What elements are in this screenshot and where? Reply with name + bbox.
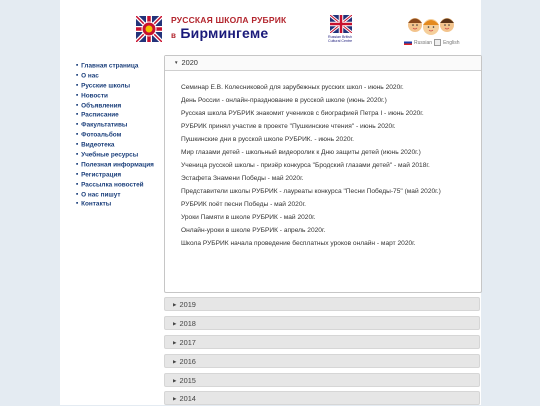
year-label: 2019 bbox=[179, 300, 196, 309]
triangle-right-icon: ▶ bbox=[173, 378, 177, 384]
news-link[interactable]: Ученица русской школы - призёр конкурса "Бродский глазами детей" - май 2018г. bbox=[181, 162, 430, 169]
year-label: 2016 bbox=[179, 357, 196, 366]
accordion-year-2014[interactable] bbox=[164, 391, 480, 405]
news-link[interactable]: День России - онлайн-празднование в русской школе (июнь 2020г.) bbox=[181, 97, 387, 104]
nav-item-home[interactable]: ■ Главная страница bbox=[76, 61, 164, 71]
nav-item-electives[interactable]: ■ Факультативы bbox=[76, 120, 164, 130]
triangle-right-icon: ▶ bbox=[173, 359, 177, 365]
news-link[interactable]: Русская школа РУБРИК знакомит учеников с биографией Петра I - июнь 2020г. bbox=[181, 110, 424, 117]
nav-item-registration[interactable]: ■ Регистрация bbox=[76, 170, 164, 180]
news-link[interactable]: Пушкинские дни в русской школе РУБРИК. - июнь 2020г. bbox=[181, 136, 354, 143]
nav-item-news[interactable]: ■ Новости bbox=[76, 91, 164, 101]
year-label: 2018 bbox=[179, 319, 196, 328]
russian-flag-icon[interactable] bbox=[404, 40, 412, 45]
school-title[interactable]: РУССКАЯ ШКОЛА РУБРИК bbox=[171, 15, 287, 25]
accordion-year-2020 bbox=[164, 55, 482, 293]
nav-item-newsletter[interactable]: ■ Рассылка новостей bbox=[76, 180, 164, 190]
news-link[interactable]: Эстафета Знамени Победы - май 2020г. bbox=[181, 175, 304, 182]
english-flag-icon[interactable] bbox=[434, 39, 441, 46]
accordion-year-2019[interactable] bbox=[164, 297, 480, 311]
city-name: Бирмингеме bbox=[180, 25, 269, 41]
year-label: 2020 bbox=[181, 58, 198, 67]
accordion-header-2020[interactable] bbox=[165, 56, 481, 71]
nav-item-resources[interactable]: ■ Учебные ресурсы bbox=[76, 150, 164, 160]
nav-item-announcements[interactable]: ■ Объявления bbox=[76, 101, 164, 111]
year-label: 2015 bbox=[179, 376, 196, 385]
nav-item-contacts[interactable]: ■ Контакты bbox=[76, 199, 164, 209]
page-container bbox=[60, 0, 481, 405]
news-list bbox=[165, 71, 481, 248]
triangle-right-icon: ▶ bbox=[173, 340, 177, 346]
school-logo-icon[interactable] bbox=[136, 16, 162, 42]
accordion-year-2016[interactable] bbox=[164, 354, 480, 368]
accordion-year-2017[interactable] bbox=[164, 335, 480, 349]
rbcc-caption: Russian British Cultural Centre bbox=[328, 35, 353, 44]
triangle-right-icon: ▶ bbox=[173, 321, 177, 327]
triangle-right-icon: ▶ bbox=[173, 302, 177, 308]
children-illustration-icon bbox=[405, 13, 457, 39]
triangle-down-icon: ▼ bbox=[174, 60, 179, 66]
news-link[interactable]: Школа РУБРИК начала проведение бесплатных уроков онлайн - март 2020г. bbox=[181, 240, 416, 247]
nav-item-press[interactable]: ■ О нас пишут bbox=[76, 190, 164, 200]
nav-item-photo-album[interactable]: ■ Фотоальбом bbox=[76, 130, 164, 140]
sidebar-nav bbox=[76, 61, 164, 209]
nav-item-schedule[interactable]: ■ Расписание bbox=[76, 110, 164, 120]
lang-russian[interactable]: Russian bbox=[414, 39, 433, 46]
language-switcher bbox=[404, 39, 459, 46]
lang-english[interactable]: English bbox=[443, 39, 460, 46]
city-prefix: в bbox=[171, 31, 176, 40]
news-link[interactable]: Уроки Памяти в школе РУБРИК - май 2020г. bbox=[181, 214, 316, 221]
triangle-right-icon: ▶ bbox=[173, 396, 177, 402]
news-link[interactable]: Представители школы РУБРИК - лауреаты конкурса "Песни Победы-75" (май 2020г.) bbox=[181, 188, 441, 195]
year-label: 2017 bbox=[179, 338, 196, 347]
accordion-year-2018[interactable] bbox=[164, 316, 480, 330]
news-link[interactable]: Онлайн-уроки в школе РУБРИК - апрель 2020г. bbox=[181, 227, 326, 234]
year-label: 2014 bbox=[179, 394, 196, 403]
news-link[interactable]: Семинар Е.В. Колесниковой для зарубежных русских школ - июнь 2020г. bbox=[181, 84, 404, 91]
school-city[interactable] bbox=[171, 25, 268, 43]
nav-item-video-library[interactable]: ■ Видеотека bbox=[76, 140, 164, 150]
news-link[interactable]: РУБРИК поёт песни Победы - май 2020г. bbox=[181, 201, 306, 208]
nav-item-useful-info[interactable]: ■ Полезная информация bbox=[76, 160, 164, 170]
rbcc-logo-icon[interactable] bbox=[330, 15, 352, 33]
news-link[interactable]: РУБРИК принял участие в проекте "Пушкинские чтения" - июнь 2020г. bbox=[181, 123, 396, 130]
accordion-year-2015[interactable] bbox=[164, 373, 480, 387]
news-link[interactable]: Мир глазами детей - школьный видеоролик к Дню защиты детей (июнь 2020г.) bbox=[181, 149, 421, 156]
nav-item-about[interactable]: ■ О нас bbox=[76, 71, 164, 81]
nav-item-schools[interactable]: ■ Русские школы bbox=[76, 81, 164, 91]
